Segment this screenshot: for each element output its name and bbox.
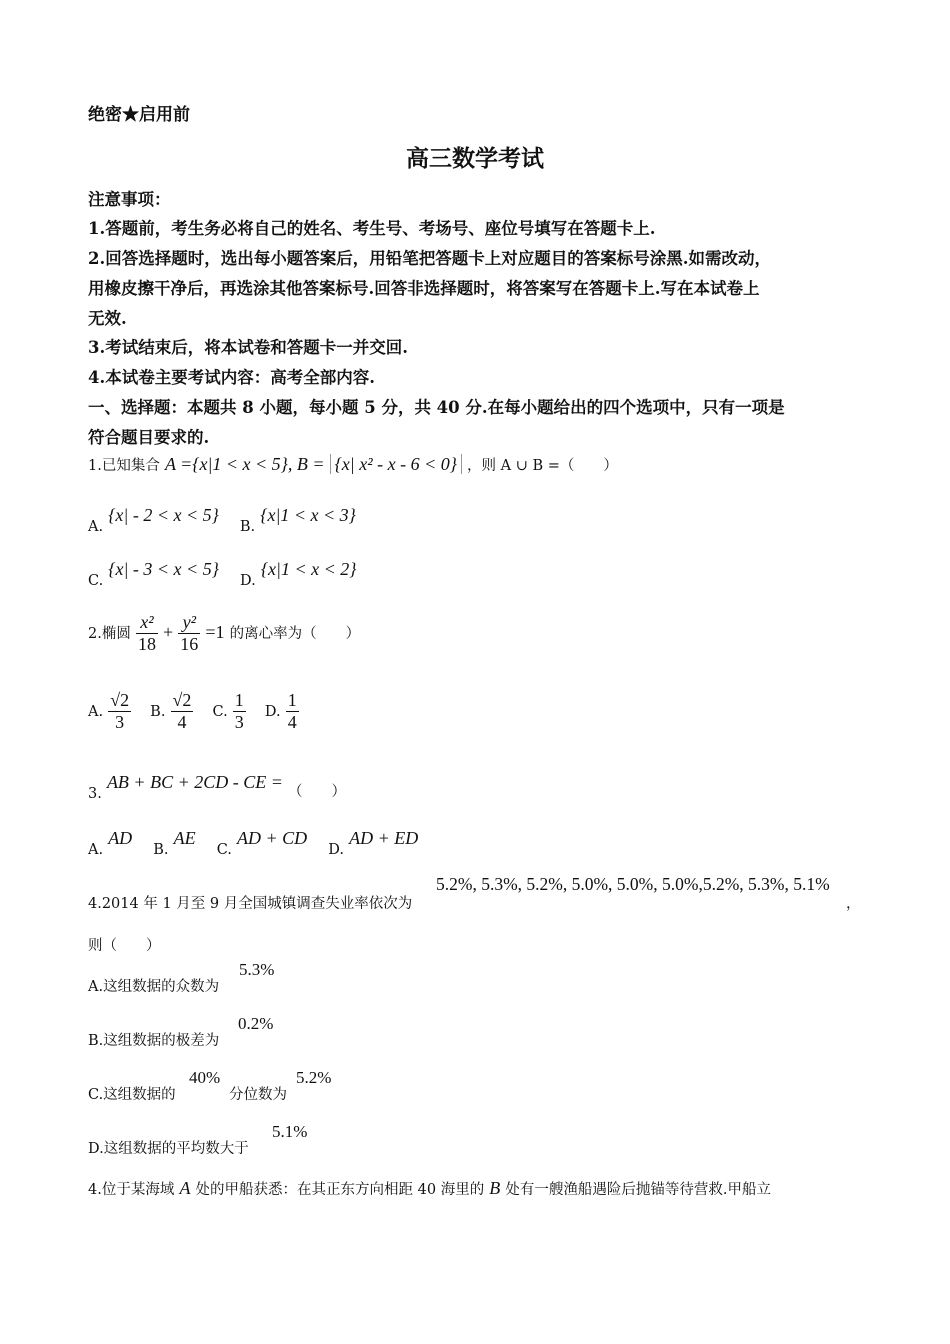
section-heading-line-1: 一、选择题：本题共 8 小题，每小题 5 分，共 40 分.在每小题给出的四个选项中，只有一项是 bbox=[88, 398, 785, 417]
question-2 bbox=[88, 612, 360, 655]
q4-then: 则（ ） bbox=[88, 938, 161, 954]
q3-option-c-label: C. bbox=[216, 842, 232, 858]
notice-line-1: 1.答题前，考生务必将自己的姓名、考生号、考场号、座位号填写在答题卡上. bbox=[88, 219, 656, 238]
q3-expression: AB + BC + 2CD - CE = bbox=[106, 772, 283, 792]
q4-option-c-prefix: C.这组数据的 bbox=[88, 1087, 176, 1103]
question-1 bbox=[88, 454, 618, 475]
notice-line-3: 3.考试结束后，将本试卷和答题卡一并交回. bbox=[88, 338, 408, 357]
q4-option-d-value: 5.1% bbox=[272, 1122, 308, 1141]
q3-option-d-label: D. bbox=[328, 842, 344, 858]
q1-options-row-2 bbox=[88, 559, 357, 589]
notice-line-2c: 无效. bbox=[88, 309, 127, 328]
q1-option-d-label: D. bbox=[240, 573, 256, 589]
q3-option-d: AD + ED bbox=[349, 828, 419, 848]
q2-option-b: $\frac{√2}{4}$ bbox=[172, 690, 192, 732]
q2-option-d-label: D. bbox=[264, 704, 281, 720]
section-heading-line-2: 符合题目要求的. bbox=[88, 428, 210, 447]
notice-line-2a: 2.回答选择题时，选出每小题答案后，用铅笔把答题卡上对应题目的答案标号涂黑.如需改动， bbox=[88, 249, 771, 268]
q2-option-c: $\frac{1}{3}$ bbox=[234, 690, 244, 732]
q1-option-a: {x| - 2 < x < 5} bbox=[108, 505, 219, 525]
q3-option-a-label: A. bbox=[88, 842, 104, 858]
q5-mid: 处的甲船获悉：在其正东方向相距 40 海里的 bbox=[195, 1182, 485, 1198]
q3-suffix: （ ） bbox=[287, 784, 346, 800]
q2-fraction-y: $\frac{\text{y²}}{16}$ bbox=[180, 612, 199, 654]
q1-suffix: ，则 A ∪ B =（ ） bbox=[467, 458, 618, 474]
q1-option-c: {x| - 3 < x < 5} bbox=[108, 559, 219, 579]
notice-line-2b: 用橡皮擦干净后，再选涂其他答案标号.回答非选择题时，将答案写在答题卡上.写在本试卷上 bbox=[88, 279, 760, 298]
q4-data: 5.2%, 5.3%, 5.2%, 5.0%, 5.0%, 5.0%,5.2%, 5.3%, 5.1% bbox=[436, 874, 830, 894]
q5-prefix: 4.位于某海域 bbox=[88, 1182, 175, 1198]
q2-option-a: $\frac{√2}{3}$ bbox=[110, 690, 130, 732]
q4-option-a-value: 5.3% bbox=[239, 960, 275, 979]
q3-option-c: AD + CD bbox=[237, 828, 308, 848]
q2-options bbox=[88, 690, 299, 733]
q2-equals: =1 bbox=[205, 622, 225, 642]
q2-option-c-label: C. bbox=[212, 704, 228, 720]
q2-fraction-x: $\frac{\text{x²}}{18}$ bbox=[137, 612, 156, 654]
q2-plus: + bbox=[163, 622, 174, 642]
q1-option-d: {x|1 < x < 2} bbox=[260, 559, 357, 579]
q5-point-b: B bbox=[489, 1178, 501, 1198]
q3-option-b-label: B. bbox=[153, 842, 169, 858]
q3-options bbox=[88, 828, 419, 858]
q2-option-d: $\frac{1}{4}$ bbox=[287, 690, 297, 732]
q4-comma: ， bbox=[846, 896, 861, 912]
q5-suffix: 处有一艘渔船遇险后抛锚等待营救.甲船立 bbox=[505, 1182, 771, 1198]
q2-option-b-label: B. bbox=[150, 704, 166, 720]
notice-line-4: 4.本试卷主要考试内容：高考全部内容. bbox=[88, 368, 375, 387]
q1-option-b: {x|1 < x < 3} bbox=[260, 505, 356, 525]
q1-option-a-label: A. bbox=[88, 519, 104, 535]
q4-option-b: B.这组数据的极差为 bbox=[88, 1033, 220, 1049]
q1-options-row-1 bbox=[88, 505, 356, 535]
question-3 bbox=[88, 772, 346, 802]
q1-set-b: {x| x² - x - 6 < 0} bbox=[330, 454, 462, 474]
q4-option-d: D.这组数据的平均数大于 bbox=[88, 1141, 249, 1157]
q2-suffix: 的离心率为（ ） bbox=[229, 626, 361, 642]
q4-option-c-value: 5.2% bbox=[296, 1068, 332, 1087]
q4-option-c-percentile: 40% bbox=[189, 1068, 221, 1087]
q1-option-b-label: B. bbox=[239, 519, 256, 535]
exam-title: 高三数学考试 bbox=[406, 145, 544, 172]
q4-option-c-mid: 分位数为 bbox=[229, 1087, 287, 1103]
question-5 bbox=[88, 1178, 771, 1199]
q4-option-b-value: 0.2% bbox=[238, 1014, 274, 1033]
confidential-mark: 绝密★启用前 bbox=[88, 105, 190, 125]
q1-set-a: A ={x|1 < x < 5}, B = bbox=[164, 454, 325, 474]
q3-option-a: AD bbox=[108, 828, 133, 848]
q4-option-a: A.这组数据的众数为 bbox=[88, 979, 220, 995]
notice-heading: 注意事项： bbox=[88, 190, 171, 209]
q1-option-c-label: C. bbox=[88, 573, 104, 589]
q3-prefix: 3. bbox=[88, 786, 102, 802]
q4-prefix: 4.2014 年 1 月至 9 月全国城镇调查失业率依次为 bbox=[88, 896, 413, 912]
q5-point-a: A bbox=[179, 1178, 191, 1198]
q3-option-b: AE bbox=[173, 828, 196, 848]
q2-prefix: 2.椭圆 bbox=[88, 626, 131, 642]
q1-prefix: 1.已知集合 bbox=[88, 458, 160, 474]
q2-option-a-label: A. bbox=[88, 704, 104, 720]
